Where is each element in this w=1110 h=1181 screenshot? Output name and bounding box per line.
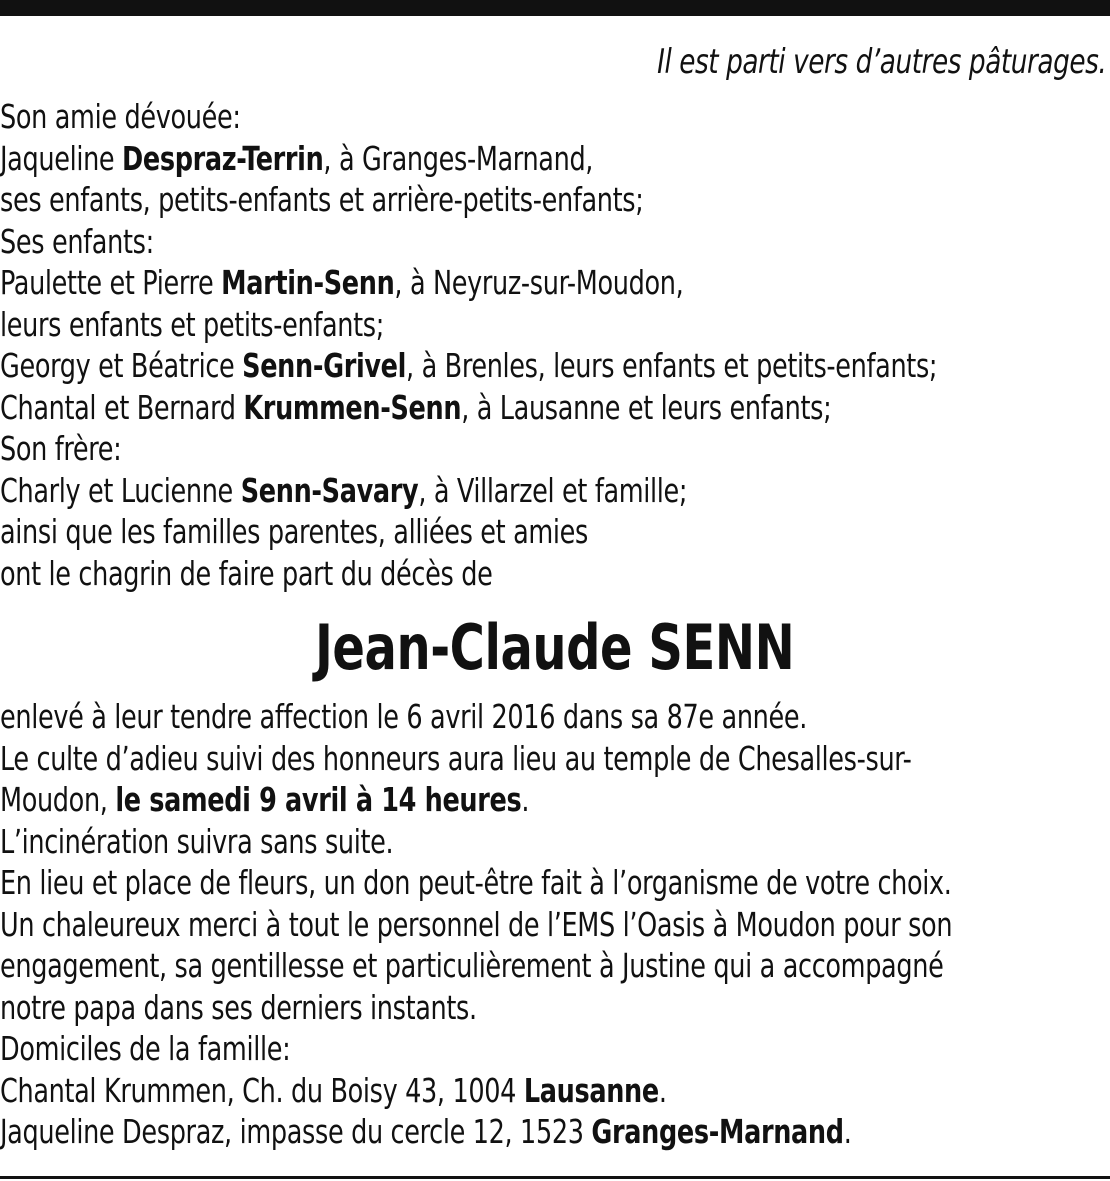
service-period: . [521, 780, 530, 819]
thanks-line-1: Un chaleureux merci à tout le personnel de l’EMS l’Oasis à Moudon pour son [0, 904, 953, 944]
domicile-2 [0, 1111, 955, 1153]
deceased-name-text: Jean-Claude SENN [315, 611, 795, 684]
brother-surname: Senn-Savary [240, 470, 419, 510]
friend-label: Son amie dévouée: [0, 97, 241, 136]
domicile1-address: Chantal Krummen, Ch. du Boisy 43, 1004 [0, 1070, 524, 1110]
child2-place: , à Brenles, leurs enfants et petits-enfants; [406, 346, 938, 385]
child-line-2 [0, 345, 955, 387]
child1-surname: Martin-Senn [221, 263, 395, 302]
children-label: Ses enfants: [0, 221, 154, 261]
domicile2-period: . [843, 1112, 852, 1151]
epigraph: Il est parti vers d’autres pâturages. [656, 42, 1106, 82]
child-line-1 [0, 262, 955, 304]
child2-surname: Senn-Grivel [242, 346, 407, 385]
deceased-name [0, 608, 1110, 688]
service-line-2 [0, 779, 955, 821]
child1-descendants: leurs enfants et petits-enfants; [0, 304, 385, 344]
child3-place: , à Lausanne et leurs enfants; [461, 387, 832, 427]
brother-line [0, 470, 955, 512]
death-notice: enlevé à leur tendre affection le 6 avril 2016 dans sa 87e année. [0, 697, 808, 736]
child-line-3 [0, 387, 955, 429]
announcement: ont le chagrin de faire part du décès de [0, 553, 493, 593]
child3-surname: Krummen-Senn [243, 387, 462, 427]
thanks-line-3: notre papa dans ses derniers instants. [0, 987, 477, 1027]
child1-first-names: Paulette et Pierre [0, 263, 222, 302]
incineration-notice: L’incinération suivra sans suite. [0, 821, 394, 861]
brother-place: , à Villarzel et famille; [418, 470, 688, 510]
brother-label: Son frère: [0, 429, 122, 468]
service-line-1: Le culte d’adieu suivi des honneurs aura lieu au temple de Chesalles-sur- [0, 738, 912, 778]
friend-place: , à Granges-Marnand, [323, 138, 594, 178]
top-rule [0, 0, 1110, 16]
brother-first-names: Charly et Lucienne [0, 470, 241, 510]
bottom-rule [0, 1176, 1110, 1179]
friend-line [0, 138, 955, 180]
friend-first-names: Jaqueline [0, 138, 123, 178]
service-place-end: Moudon, [0, 780, 116, 819]
extended-families: ainsi que les familles parentes, alliées et amies [0, 512, 589, 551]
friend-surname: Despraz-Terrin [122, 138, 324, 178]
domicile-1 [0, 1070, 955, 1112]
domicile1-period: . [658, 1070, 667, 1110]
details [0, 696, 1110, 1153]
service-date-time: le samedi 9 avril à 14 heures [115, 780, 522, 819]
domicile1-city: Lausanne [523, 1070, 659, 1110]
flowers-notice: En lieu et place de fleurs, un don peut-être fait à l’organisme de votre choix. [0, 863, 952, 902]
child3-first-names: Chantal et Bernard [0, 387, 244, 427]
thanks-line-2: engagement, sa gentillesse et particulièrement à Justine qui a accompagné [0, 946, 944, 985]
domicile2-address: Jaqueline Despraz, impasse du cercle 12, 1523 [0, 1112, 592, 1151]
child2-first-names: Georgy et Béatrice [0, 346, 243, 385]
domiciles-label: Domiciles de la famille: [0, 1029, 291, 1068]
friend-descendants: ses enfants, petits-enfants et arrière-petits-enfants; [0, 180, 644, 219]
domicile2-city: Granges-Marnand [591, 1112, 844, 1151]
family-list [0, 96, 1110, 594]
child1-place: , à Neyruz-sur-Moudon, [394, 263, 684, 302]
